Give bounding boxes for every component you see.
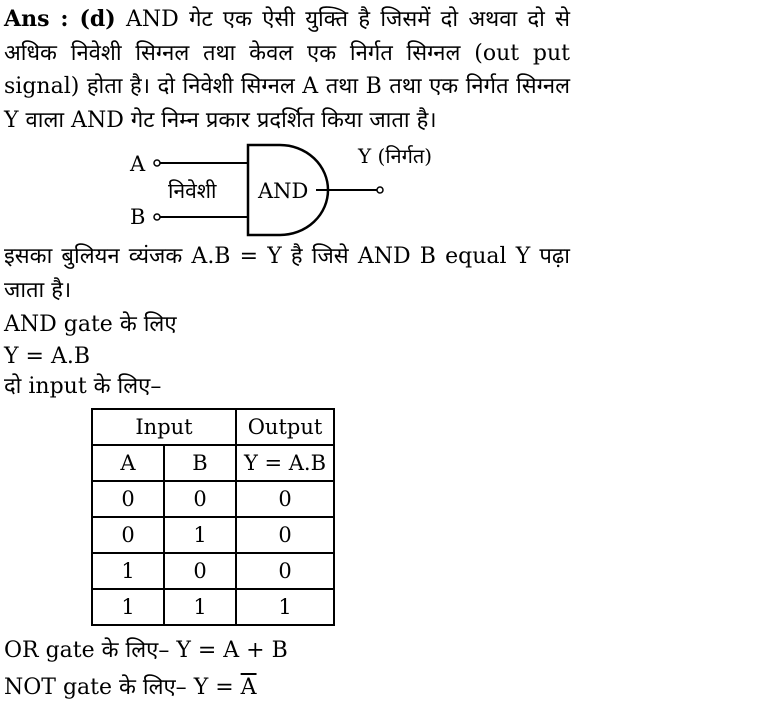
input-b-label: B <box>130 205 146 229</box>
cell-a: 0 <box>92 517 164 553</box>
cell-y: 0 <box>236 553 334 589</box>
answer-prefix: Ans : (d) <box>4 6 116 32</box>
input-b-terminal <box>154 214 160 220</box>
table-header-row <box>92 409 334 445</box>
cell-y: 0 <box>236 481 334 517</box>
col-b-header: B <box>164 445 236 481</box>
cell-a: 0 <box>92 481 164 517</box>
and-gate-diagram <box>120 140 460 240</box>
col-y-header: Y = A.B <box>236 445 334 481</box>
inputs-label: निवेशी <box>168 179 217 203</box>
cell-a: 1 <box>92 589 164 625</box>
cell-y: 1 <box>236 589 334 625</box>
not-formula-prefix: Y = <box>193 675 241 700</box>
table-row <box>92 553 334 589</box>
not-gate-label: NOT gate के लिए– <box>4 675 187 700</box>
cell-b: 0 <box>164 481 236 517</box>
answer-text: AND गेट एक ऐसी युक्ति है जिसमें दो अथवा दो से अधिक निवेशी सिग्नल तथा केवल एक निर्गत सिग्नल (out put signal) होता है। दो निवेशी सिग्नल A तथा B तथा एक निर्गत सिग्नल Y वाला AND गेट निम्न प्रकार प्रदर्शित किया जाता है। <box>4 7 570 133</box>
header-input: Input <box>92 409 236 445</box>
cell-b: 1 <box>164 517 236 553</box>
output-label: Y (निर्गत) <box>358 144 433 168</box>
not-gate-line <box>4 673 257 703</box>
not-gate-formula <box>194 675 257 700</box>
truth-table <box>91 408 335 626</box>
boolean-paragraph: इसका बुलियन व्यंजक A.B = Y है जिसे AND B equal Y पढ़ा जाता है। <box>4 244 570 303</box>
and-gate-heading: AND gate के लिए <box>4 312 177 337</box>
cell-b: 1 <box>164 589 236 625</box>
or-gate-label: OR gate के लिए– <box>4 638 170 663</box>
table-row <box>92 517 334 553</box>
col-a-header: A <box>92 445 164 481</box>
or-gate-line <box>4 636 288 666</box>
input-a-label: A <box>130 152 146 176</box>
input-a-terminal <box>154 160 160 166</box>
header-output: Output <box>236 409 334 445</box>
output-terminal <box>377 187 383 193</box>
cell-y: 0 <box>236 517 334 553</box>
not-formula-variable: $\overline{A}$ <box>240 675 257 700</box>
cell-b: 0 <box>164 553 236 589</box>
two-input-heading: दो input के लिए– <box>4 374 162 399</box>
and-formula: Y = A.B <box>4 344 90 369</box>
cell-a: 1 <box>92 553 164 589</box>
or-gate-formula: Y = A + B <box>176 638 288 663</box>
table-row <box>92 589 334 625</box>
table-row <box>92 481 334 517</box>
table-subheader-row <box>92 445 334 481</box>
gate-label: AND <box>258 179 309 203</box>
answer-paragraph <box>4 3 570 137</box>
